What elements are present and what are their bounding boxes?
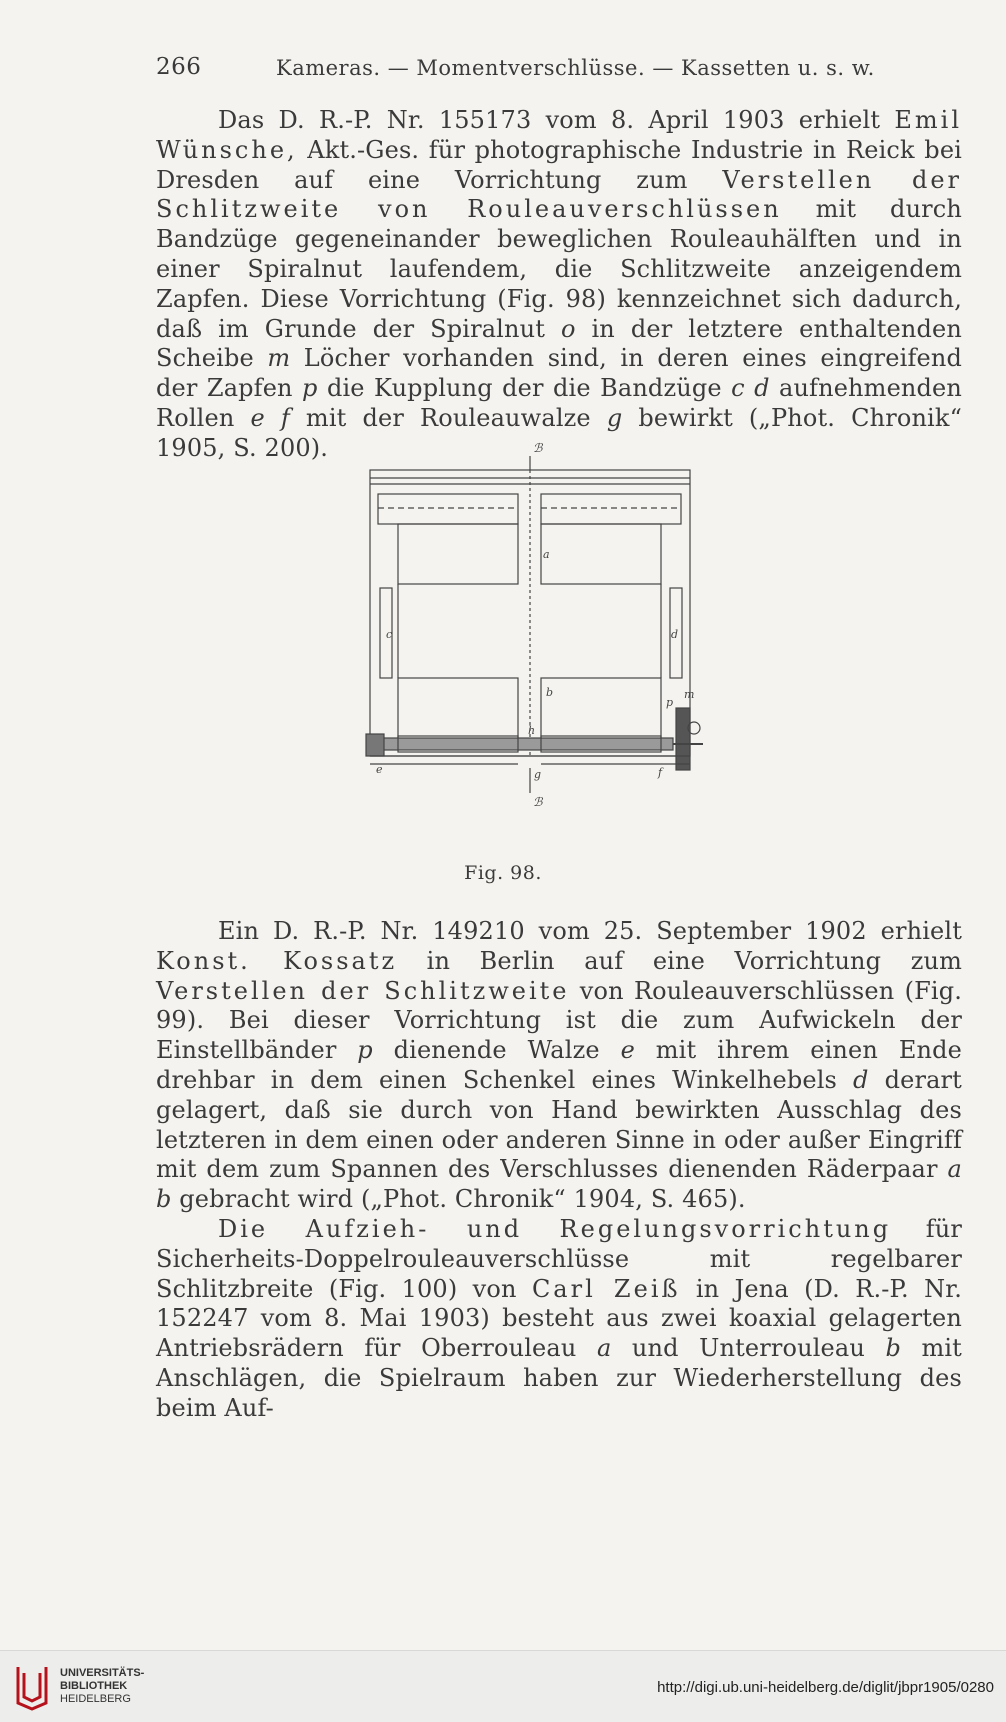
label-f: f (658, 766, 663, 779)
shutter-drawing (358, 438, 703, 818)
label-a: a (543, 548, 550, 561)
label-e: e (376, 763, 383, 776)
label-d: d (671, 628, 679, 641)
label-c: c (386, 628, 393, 641)
svg-text:ℬ: ℬ (533, 795, 543, 809)
page-number: 266 (156, 54, 202, 80)
adjuster-knob (676, 708, 690, 770)
paragraph-3: Die Aufzieh- und Regelungsvorrichtung für Sicherheits-Doppelrouleauverschlüsse mit regelbarer Schlitzbreite (Fig. 100) von Carl Zeiß in Jena (D. R.-P. Nr. 152247 vom 8. Mai 1903) besteht aus zwei koaxial gelagerten Antriebsrädern für Oberrouleau a und Unterrouleau b mit Anschlägen, die Spielraum haben zur Wiederherstellung des beim Auf- (156, 1215, 963, 1422)
permalink-url[interactable]: http://digi.ub.uni-heidelberg.de/diglit/jbpr1905/0280 (657, 1679, 994, 1696)
upper-roller-left (378, 494, 518, 524)
svg-text:ℬ: ℬ (533, 441, 543, 455)
label-h: h (528, 724, 536, 737)
paragraph-2: Ein D. R.-P. Nr. 149210 vom 25. September 1902 erhielt Konst. Kossatz in Berlin auf eine Vorrichtung zum Verstellen der Schlitzweite von Rouleauverschlüssen (Fig. 99). Bei dieser Vorrichtung ist die zum Aufwickeln der Einstellbänder p dienende Walze e mit ihrem einen Ende drehbar in dem einen Schenkel eines Winkelhebels d derart gelagert, daß sie durch von Hand bewirkten Ausschlag des letzteren in dem einen oder anderen Sinne in oder außer Eingriff mit dem zum Spannen des Verschlusses dienenden Räderpaar a b gebracht wird („Phot. Chronik“ 1904, S. 465). (156, 917, 963, 1214)
library-name: UNIVERSITÄTS- BIBLIOTHEK HEIDELBERG (60, 1667, 145, 1705)
viewer-footer (0, 1650, 1006, 1722)
label-b: b (546, 686, 554, 699)
upper-roller-right (541, 494, 681, 524)
figure-caption: Fig. 98. (464, 862, 542, 884)
label-m: m (684, 688, 695, 701)
label-g: g (534, 768, 542, 781)
paragraph-1: Das D. R.-P. Nr. 155173 vom 8. April 1903 erhielt Emil Wünsche, Akt.-Ges. für photographische Industrie in Reick bei Dresden auf eine Vorrichtung zum Verstellen der Schlitzweite von Rouleauverschlüssen mit durch Bandzüge gegeneinander beweglichen Rouleauhälften und in einer Spiralnut laufendem, die Schlitzweite anzeigendem Zapfen. Diese Vorrichtung (Fig. 98) kennzeichnet sich dadurch, daß im Grunde der Spiralnut o in der letztere enthaltenden Scheibe m Löcher vorhanden sind, in deren eines eingreifend der Zapfen p die Kupplung der die Bandzüge c d aufnehmenden Rollen e f mit der Rouleauwalze g bewirkt („Phot. Chronik“ 1905, S. 200). (156, 106, 962, 462)
figure-98-shutter-diagram (358, 438, 703, 818)
university-library-logo-icon (12, 1663, 52, 1711)
roller-shaft (383, 738, 673, 750)
label-p: p (666, 696, 674, 709)
running-head: Kameras. — Momentverschlüsse. — Kassetten u. s. w. (276, 56, 875, 80)
